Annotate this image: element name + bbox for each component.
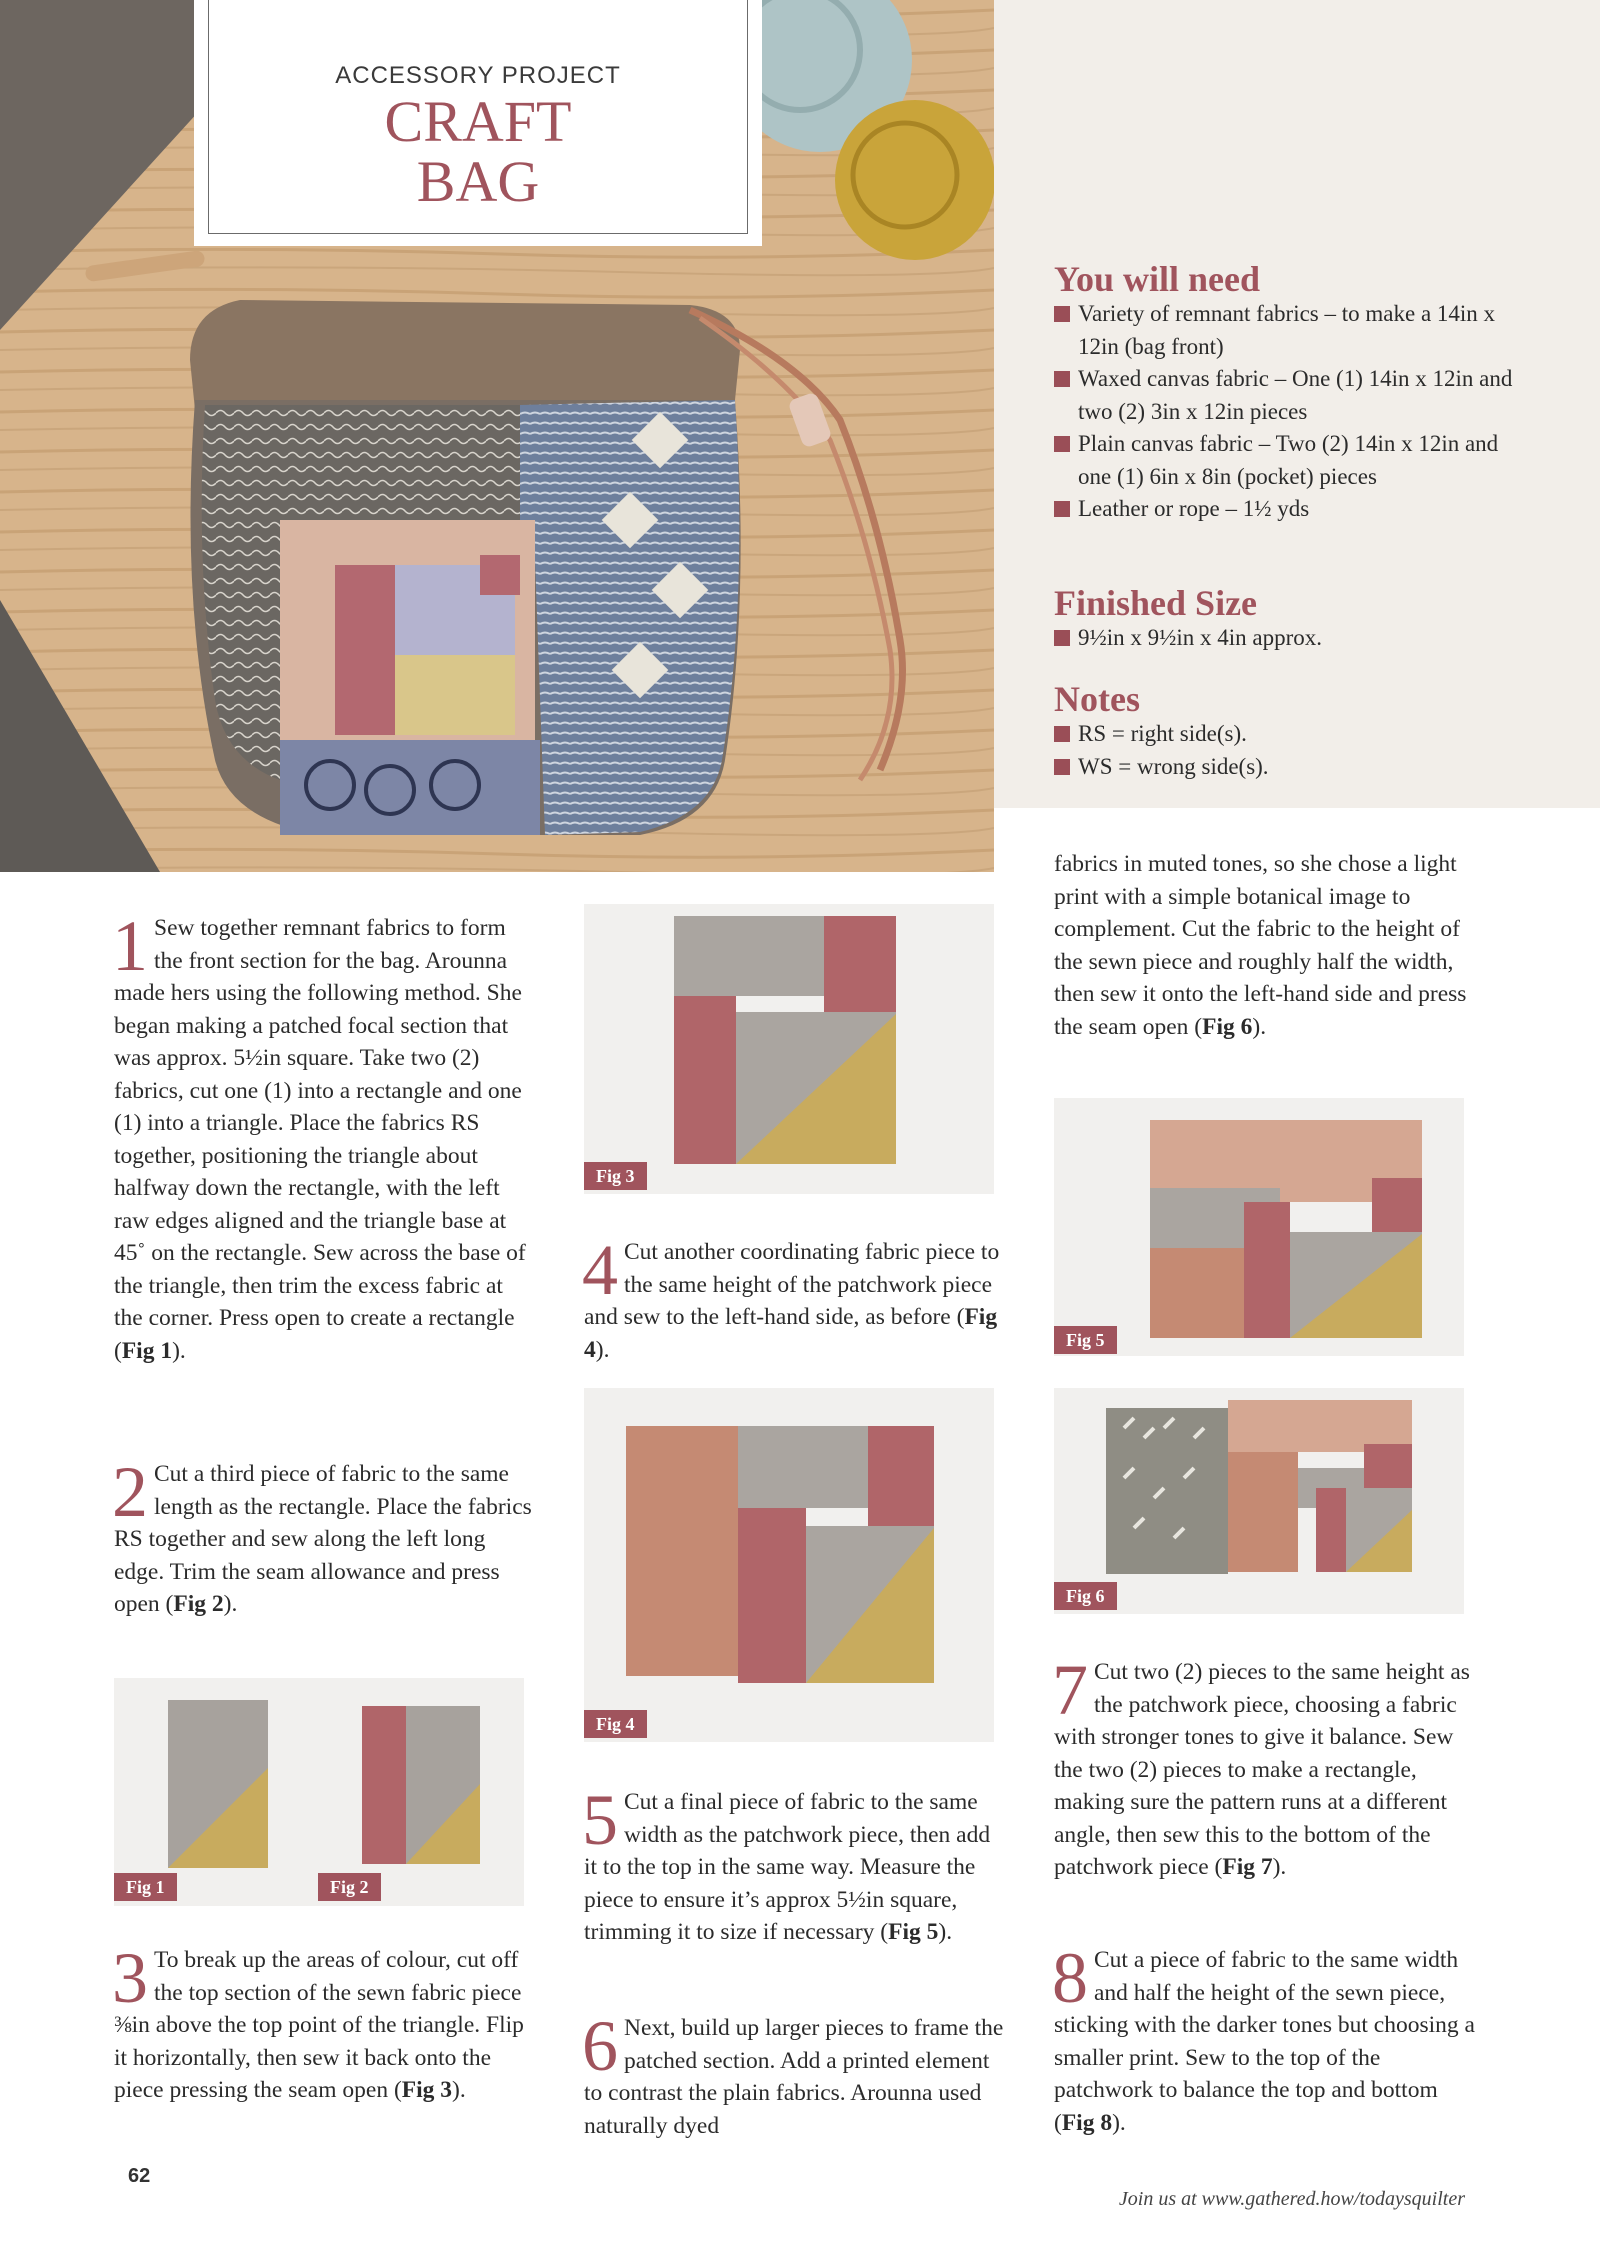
list-item: Variety of remnant fabrics – to make a 14in x 12in (bag front) — [1054, 298, 1524, 363]
title-line-1: CRAFT — [384, 89, 572, 154]
fig-ref: Fig 8 — [1061, 2109, 1113, 2136]
step-7 — [1052, 1650, 1484, 1884]
fig5-image — [1054, 1098, 1464, 1356]
fig-label: Fig 6 — [1054, 1582, 1117, 1610]
step-number: 7 — [1052, 1650, 1088, 1730]
step-2 — [112, 1452, 534, 1621]
step-8 — [1052, 1938, 1484, 2139]
list-item: Plain canvas fabric – Two (2) 14in x 12in and one (1) 6in x 8in (pocket) pieces — [1054, 428, 1524, 493]
fig-ref: Fig 1 — [121, 1337, 173, 1364]
step-end: ). — [1272, 1854, 1287, 1880]
step-end: ). — [1252, 1013, 1267, 1040]
step-6 — [582, 2006, 1004, 2142]
fig-ref: Fig 5 — [888, 1919, 939, 1945]
list-item: WS = wrong side(s). — [1054, 751, 1524, 784]
figure-6 — [1054, 1388, 1464, 1614]
step-number: 6 — [582, 2006, 618, 2086]
figure-3 — [584, 904, 994, 1194]
footer-link[interactable]: Join us at www.gathered.how/todaysquilter — [1118, 2188, 1465, 2210]
list-item: 9½in x 9½in x 4in approx. — [1054, 622, 1524, 655]
figure-1 — [114, 1678, 318, 1906]
you-will-need-list — [1054, 298, 1524, 526]
step-end: ). — [452, 2077, 466, 2103]
step-end: ). — [1112, 2109, 1126, 2136]
section-kicker: ACCESSORY PROJECT — [335, 62, 621, 89]
step-text: Sew together remnant fabrics to form the front section for the bag. Arounna made hers using the following method. She began making a patched focal section that was approx. 5½in square. Take two (2) fabrics, cut one (1) into a rectangle and one (1) into a triangle. Place the fabrics RS together, positioning the triangle about halfway down the rectangle, with the left raw edges aligned and the triangle base at 45˚ on the rectangle. Sew across the base of the triangle, then trim the excess fabric at the corner. Press open to create a rectangle ( — [114, 915, 526, 1364]
fig-ref: Fig 4 — [584, 1304, 998, 1363]
step-text: Cut two (2) pieces to the same height as the patchwork piece, choosing a fabric with stronger tones to give it balance. Sew the two (2) pieces to make a rectangle, making sure the pattern runs at a different angle, then sew this to the bottom of the patchwork piece ( — [1054, 1659, 1470, 1880]
step-5 — [582, 1780, 1004, 1949]
title-box — [194, 0, 762, 246]
fig3-image — [584, 904, 994, 1194]
title-line-2: BAG — [416, 149, 540, 214]
step-number: 5 — [582, 1780, 618, 1860]
list-item: Waxed canvas fabric – One (1) 14in x 12in and two (2) 3in x 12in pieces — [1054, 363, 1524, 428]
step-number: 4 — [582, 1230, 618, 1310]
fig-label: Fig 1 — [114, 1873, 177, 1901]
step-end: ). — [938, 1919, 953, 1945]
step-text: Cut another coordinating fabric piece to the same height of the patchwork piece and sew to the left-hand side, as before ( — [584, 1239, 1000, 1330]
page-title — [209, 89, 747, 214]
step-number: 8 — [1052, 1938, 1088, 2018]
step-text: Cut a final piece of fabric to the same width as the patchwork piece, then add it to the top in the same way. Measure the piece to ensure it’s approx 5½in square, trimming it to size if necessary ( — [584, 1789, 991, 1945]
finished-size-heading: Finished Size — [1054, 583, 1258, 623]
step-number: 2 — [112, 1452, 148, 1532]
step-6-continued — [1054, 848, 1484, 1043]
finished-size-list — [1054, 622, 1524, 655]
fig4-image — [584, 1388, 994, 1742]
fig-label: Fig 5 — [1054, 1326, 1117, 1354]
step-text: Next, build up larger pieces to frame the patched section. Add a printed element to contrast the plain fabrics. Arounna used naturally dyed — [584, 2015, 1004, 2139]
fig2-image — [318, 1678, 524, 1906]
fig-label: Fig 2 — [318, 1873, 381, 1901]
step-3 — [112, 1938, 534, 2107]
fig-label: Fig 4 — [584, 1710, 647, 1738]
fig-ref: Fig 2 — [173, 1591, 224, 1617]
step-4 — [582, 1230, 1004, 1366]
notes-list — [1054, 718, 1524, 783]
notes-heading: Notes — [1054, 679, 1140, 719]
step-text: fabrics in muted tones, so she chose a light print with a simple botanical image to complement. Cut the fabric to the height of the sewn piece and roughly half the width, then sew it onto the left-hand side and press the seam open ( — [1054, 851, 1467, 1040]
fig-ref: Fig 6 — [1202, 1013, 1253, 1040]
fig-ref: Fig 3 — [401, 2077, 453, 2103]
step-text: Cut a piece of fabric to the same width and half the height of the sewn piece, sticking with the darker tones but choosing a smaller print. Sew to the top of the patchwork to balance the top and bottom ( — [1054, 1947, 1475, 2136]
you-will-need-heading: You will need — [1054, 259, 1261, 299]
figure-2 — [318, 1678, 524, 1906]
figure-5 — [1054, 1098, 1464, 1356]
fig6-image — [1054, 1388, 1464, 1614]
step-end: ). — [595, 1336, 610, 1363]
fig-ref: Fig 7 — [1222, 1854, 1273, 1880]
fig1-image — [114, 1678, 318, 1906]
list-item: Leather or rope – 1½ yds — [1054, 493, 1524, 526]
step-end: ). — [172, 1337, 186, 1364]
list-item: RS = right side(s). — [1054, 718, 1524, 751]
step-text: Cut a third piece of fabric to the same length as the rectangle. Place the fabrics RS together and sew along the left long edge. Trim the seam allowance and press open ( — [114, 1461, 532, 1617]
page-number: 62 — [128, 2165, 151, 2187]
step-1 — [112, 906, 534, 1367]
step-end: ). — [223, 1591, 238, 1617]
step-number: 3 — [112, 1938, 148, 2018]
step-number: 1 — [112, 906, 148, 986]
step-text: To break up the areas of colour, cut off the top section of the sewn fabric piece ⅜in above the top point of the triangle. Flip it horizontally, then sew it back onto the piece pressing the seam open ( — [114, 1947, 524, 2103]
fig-label: Fig 3 — [584, 1162, 647, 1190]
figure-4 — [584, 1388, 994, 1742]
